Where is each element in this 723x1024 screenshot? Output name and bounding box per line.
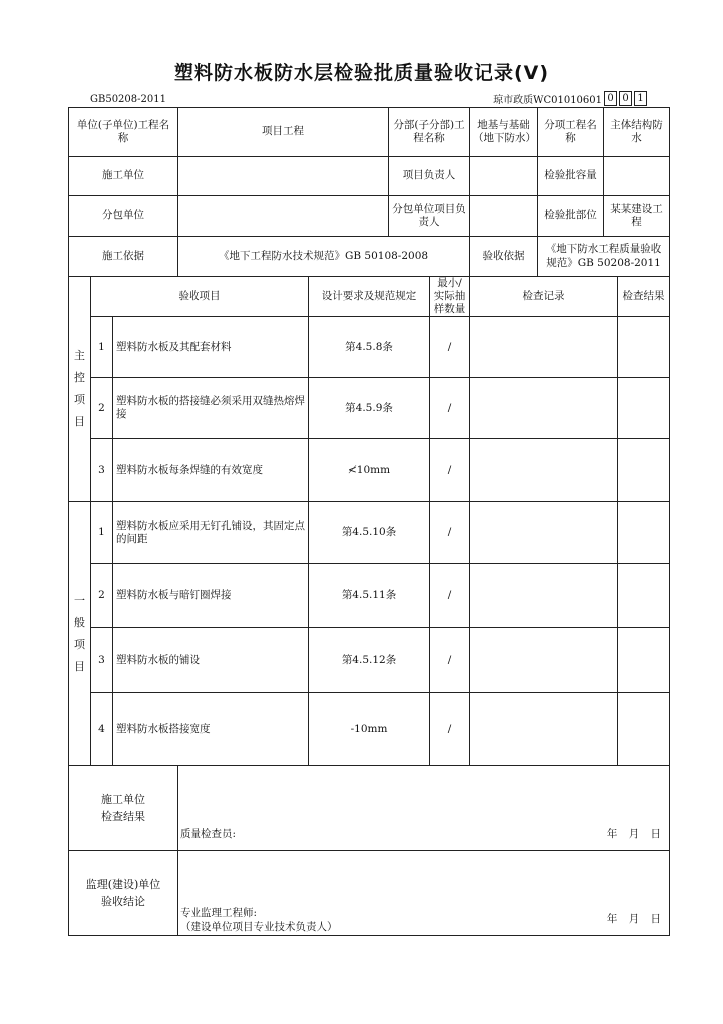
item-sample[interactable]: / xyxy=(430,317,470,378)
item-record[interactable] xyxy=(470,564,618,628)
date-label: 年 月 日 xyxy=(606,913,662,926)
item-requirement: 第4.5.12条 xyxy=(309,628,430,693)
inspection-record-table xyxy=(68,107,670,936)
batch-capacity-value[interactable] xyxy=(604,157,670,196)
item-number: 2 xyxy=(91,378,113,439)
batch-location-value[interactable]: 某某建设工程 xyxy=(604,196,670,237)
item-requirement: 第4.5.8条 xyxy=(309,317,430,378)
item-record[interactable] xyxy=(470,693,618,766)
table-row xyxy=(69,502,670,564)
supervisor-conclusion-area[interactable] xyxy=(178,851,670,936)
item-record[interactable] xyxy=(470,628,618,693)
main-control-label: 主 控 项 目 xyxy=(69,277,91,502)
form-code-digit: 1 xyxy=(634,91,647,106)
item-requirement: -10mm xyxy=(309,693,430,766)
supervisor-engineer-label: 专业监理工程师: （建设单位项目专业技术负责人） xyxy=(180,907,338,933)
item-requirement: ≮10mm xyxy=(309,439,430,502)
basis-value[interactable]: 《地下工程防水技术规范》GB 50108-2008 xyxy=(178,237,470,277)
subcontractor-value[interactable] xyxy=(178,196,389,237)
division-label: 分部(子分部)工程名称 xyxy=(389,108,470,157)
item-requirement: 第4.5.11条 xyxy=(309,564,430,628)
item-result[interactable] xyxy=(618,439,670,502)
form-code-digit: 0 xyxy=(604,91,617,106)
constructor-check-area[interactable] xyxy=(178,766,670,851)
project-manager-label: 项目负责人 xyxy=(389,157,470,196)
item-result[interactable] xyxy=(618,693,670,766)
column-requirement: 设计要求及规范规定 xyxy=(309,277,430,317)
basis-label: 施工依据 xyxy=(69,237,178,277)
item-number: 3 xyxy=(91,439,113,502)
item-record[interactable] xyxy=(470,378,618,439)
item-name: 塑料防水板与暗钉圈焊接 xyxy=(113,564,309,628)
column-result: 检查结果 xyxy=(618,277,670,317)
sub-manager-label: 分包单位项目负责人 xyxy=(389,196,470,237)
item-number: 4 xyxy=(91,693,113,766)
column-sample: 最小/实际抽样数量 xyxy=(430,277,470,317)
item-sample[interactable]: / xyxy=(430,378,470,439)
item-name: 塑料防水板及其配套材料 xyxy=(113,317,309,378)
table-row xyxy=(69,378,670,439)
item-name: 塑料防水板应采用无钉孔铺设，其固定点的间距 xyxy=(113,502,309,564)
constructor-value[interactable] xyxy=(178,157,389,196)
general-label: 一 般 项 目 xyxy=(69,502,91,766)
form-code-digit: 0 xyxy=(619,91,632,106)
item-requirement: 第4.5.9条 xyxy=(309,378,430,439)
table-row xyxy=(69,693,670,766)
item-name: 塑料防水板搭接宽度 xyxy=(113,693,309,766)
item-number: 1 xyxy=(91,502,113,564)
table-row xyxy=(69,628,670,693)
item-sample[interactable]: / xyxy=(430,628,470,693)
item-sample[interactable]: / xyxy=(430,693,470,766)
acceptance-basis-value[interactable]: 《地下防水工程质量验收规范》GB 50208-2011 xyxy=(538,237,670,277)
unit-project-label: 单位(子单位)工程名称 xyxy=(69,108,178,157)
constructor-label: 施工单位 xyxy=(69,157,178,196)
page-title: 塑料防水板防水层检验批质量验收记录(Ⅴ) xyxy=(173,62,550,84)
constructor-check-label: 施工单位 检查结果 xyxy=(69,766,178,851)
item-record[interactable] xyxy=(470,317,618,378)
item-requirement: 第4.5.10条 xyxy=(309,502,430,564)
item-name: 塑料防水板的搭接缝必须采用双缝热熔焊接 xyxy=(113,378,309,439)
item-result[interactable] xyxy=(618,564,670,628)
item-sample[interactable]: / xyxy=(430,564,470,628)
sub-manager-value[interactable] xyxy=(470,196,538,237)
acceptance-basis-label: 验收依据 xyxy=(470,237,538,277)
item-result[interactable] xyxy=(618,317,670,378)
batch-location-label: 检验批部位 xyxy=(538,196,604,237)
item-record[interactable] xyxy=(470,502,618,564)
item-number: 3 xyxy=(91,628,113,693)
item-number: 1 xyxy=(91,317,113,378)
table-row xyxy=(69,317,670,378)
form-code-prefix: 琼市政质WC01010601 xyxy=(493,95,602,106)
item-name: 塑料防水板每条焊缝的有效宽度 xyxy=(113,439,309,502)
date-label: 年 月 日 xyxy=(606,828,662,841)
form-code xyxy=(493,91,647,106)
table-row xyxy=(69,564,670,628)
subitem-value[interactable]: 主体结构防水 xyxy=(604,108,670,157)
item-result[interactable] xyxy=(618,502,670,564)
item-result[interactable] xyxy=(618,628,670,693)
item-sample[interactable]: / xyxy=(430,439,470,502)
item-sample[interactable]: / xyxy=(430,502,470,564)
item-name: 塑料防水板的铺设 xyxy=(113,628,309,693)
item-result[interactable] xyxy=(618,378,670,439)
batch-capacity-label: 检验批容量 xyxy=(538,157,604,196)
division-value[interactable]: 地基与基础（地下防水） xyxy=(470,108,538,157)
column-record: 检查记录 xyxy=(470,277,618,317)
unit-project-value[interactable]: 项目工程 xyxy=(178,108,389,157)
standard-number: GB50208-2011 xyxy=(90,94,166,105)
column-item: 验收项目 xyxy=(91,277,309,317)
item-record[interactable] xyxy=(470,439,618,502)
subcontractor-label: 分包单位 xyxy=(69,196,178,237)
quality-inspector-label: 质量检查员: xyxy=(180,828,237,841)
subitem-label: 分项工程名称 xyxy=(538,108,604,157)
project-manager-value[interactable] xyxy=(470,157,538,196)
supervisor-conclusion-label: 监理(建设)单位 验收结论 xyxy=(69,851,178,936)
item-number: 2 xyxy=(91,564,113,628)
table-row xyxy=(69,439,670,502)
